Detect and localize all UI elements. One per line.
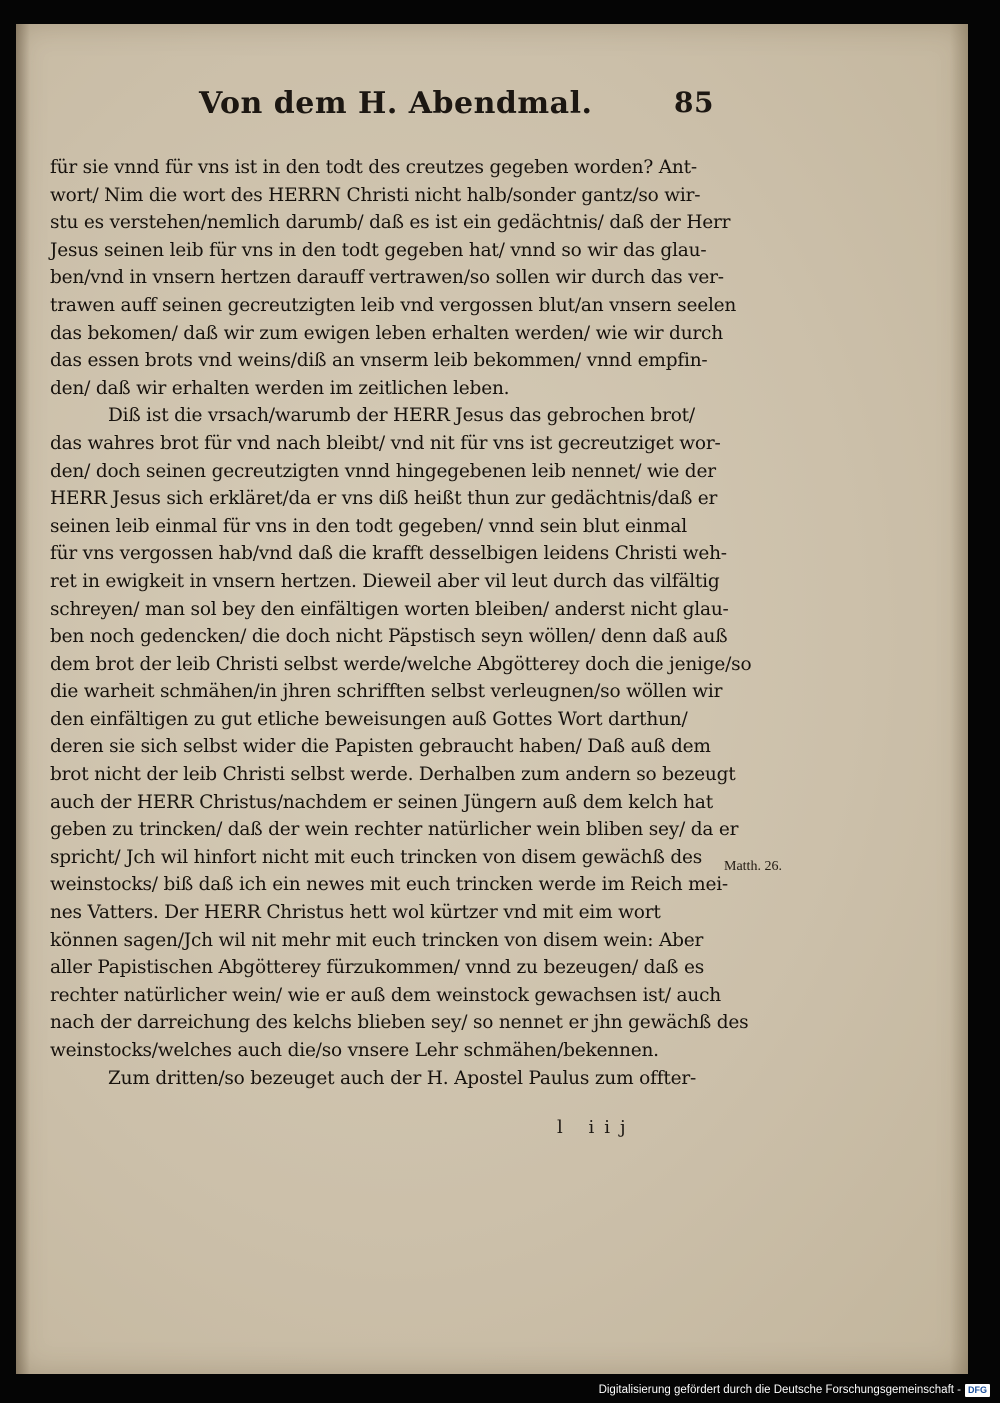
- text-line: rechter natürlicher wein/ wie er auß dem weinstock gewachsen ist/ auch: [50, 984, 721, 1006]
- text-line: Diß ist die vrsach/warumb der HERR Jesus das gebrochen brot/: [108, 405, 695, 427]
- page-edge: [950, 24, 968, 1374]
- text-line: wort/ Nim die wort des HERRN Christi nicht halb/sonder gantz/so wir-: [50, 184, 701, 206]
- text-line: aller Papistischen Abgötterey fürzukommen/ vnnd zu bezeugen/ daß es: [50, 957, 705, 979]
- book-page: [16, 24, 968, 1374]
- text-line: für vns vergossen hab/vnd daß die krafft desselbigen leidens Christi weh-: [50, 543, 727, 565]
- text-line: den/ daß wir erhalten werden im zeitlichen leben.: [50, 377, 510, 399]
- text-line: HERR Jesus sich erkläret/da er vns diß heißt thun zur gedächtnis/daß er: [50, 488, 718, 510]
- text-line: das wahres brot für vnd nach bleibt/ vnd nit für vns ist gecreutziget wor-: [50, 432, 721, 454]
- text-line: für sie vnnd für vns ist in den todt des creutzes gegeben worden? Ant-: [50, 157, 697, 178]
- running-header: [199, 86, 714, 126]
- text-line: das essen brots vnd weins/diß an vnserm leib bekommen/ vnnd empfin-: [50, 350, 708, 372]
- text-line: die warheit schmähen/in jhren schrifften selbst verleugnen/so wöllen wir: [50, 681, 723, 703]
- text-line: schreyen/ man sol bey den einfältigen worten bleiben/ anderst nicht glau-: [50, 598, 729, 620]
- text-line: können sagen/Jch wil nit mehr mit euch trincken von disem wein: Aber: [50, 929, 704, 951]
- text-line: stu es verstehen/nemlich darumb/ daß es ist ein gedächtnis/ daß der Herr: [50, 212, 731, 234]
- dfg-logo-icon: DFG: [965, 1384, 990, 1397]
- text-line: spricht/ Jch wil hinfort nicht mit euch trincken von disem gewächß des: [50, 846, 703, 868]
- text-line: auch der HERR Christus/nachdem er seinen Jüngern auß dem kelch hat: [50, 791, 713, 813]
- header-title: Von dem H. Abendmal.: [199, 86, 593, 121]
- text-line: geben zu trincken/ daß der wein rechter natürlicher wein bliben sey/ da er: [50, 819, 739, 841]
- text-line: nach der darreichung des kelchs blieben sey/ so nennet er jhn gewächß des: [50, 1012, 749, 1034]
- text-line: das bekomen/ daß wir zum ewigen leben erhalten werden/ wie wir durch: [50, 322, 723, 344]
- text-line: deren sie sich selbst wider die Papisten gebraucht haben/ Daß auß dem: [50, 736, 711, 758]
- text-line: den/ doch seinen gecreutzigten vnnd hingegebenen leib nennet/ wie der: [50, 460, 716, 482]
- text-line: nes Vatters. Der HERR Christus hett wol kürtzer vnd mit eim wort: [50, 902, 661, 924]
- text-line: den einfältigen zu gut etliche beweisungen auß Gottes Wort darthun/: [50, 708, 688, 730]
- text-line: ret in ewigkeit in vnsern hertzen. Dieweil aber vil leut durch das vilfältig: [50, 570, 720, 592]
- signature-mark: l iij: [557, 1117, 636, 1138]
- page-number: 85: [674, 86, 714, 119]
- marginal-note: Matth. 26.: [724, 859, 782, 874]
- text-line: weinstocks/ biß daß ich ein newes mit euch trincken werde im Reich mei-: [50, 874, 728, 896]
- footer-credit: [599, 1382, 990, 1398]
- text-line: ben/vnd in vnsern hertzen darauff vertrawen/so sollen wir durch das ver-: [50, 267, 724, 289]
- text-line: Jesus seinen leib für vns in den todt gegeben hat/ vnnd so wir das glau-: [50, 239, 707, 261]
- text-line: brot nicht der leib Christi selbst werde. Derhalben zum andern so bezeugt: [50, 764, 736, 786]
- text-line: ben noch gedencken/ die doch nicht Päpstisch seyn wöllen/ denn daß auß: [50, 626, 728, 648]
- text-line: trawen auff seinen gecreutzigten leib vnd vergossen blut/an vnsern seelen: [50, 294, 737, 316]
- body-text: [50, 154, 752, 1092]
- text-line: dem brot der leib Christi selbst werde/welche Abgötterey doch die jenige/so: [50, 653, 752, 675]
- footer-text: Digitalisierung gefördert durch die Deutsche Forschungsgemeinschaft -: [598, 1384, 961, 1396]
- text-line: Zum dritten/so bezeuget auch der H. Apostel Paulus zum offter-: [108, 1067, 697, 1089]
- spine-shadow: [16, 24, 30, 1374]
- text-line: weinstocks/welches auch die/so vnsere Lehr schmähen/bekennen.: [50, 1040, 659, 1061]
- text-line: seinen leib einmal für vns in den todt gegeben/ vnnd sein blut einmal: [50, 515, 687, 537]
